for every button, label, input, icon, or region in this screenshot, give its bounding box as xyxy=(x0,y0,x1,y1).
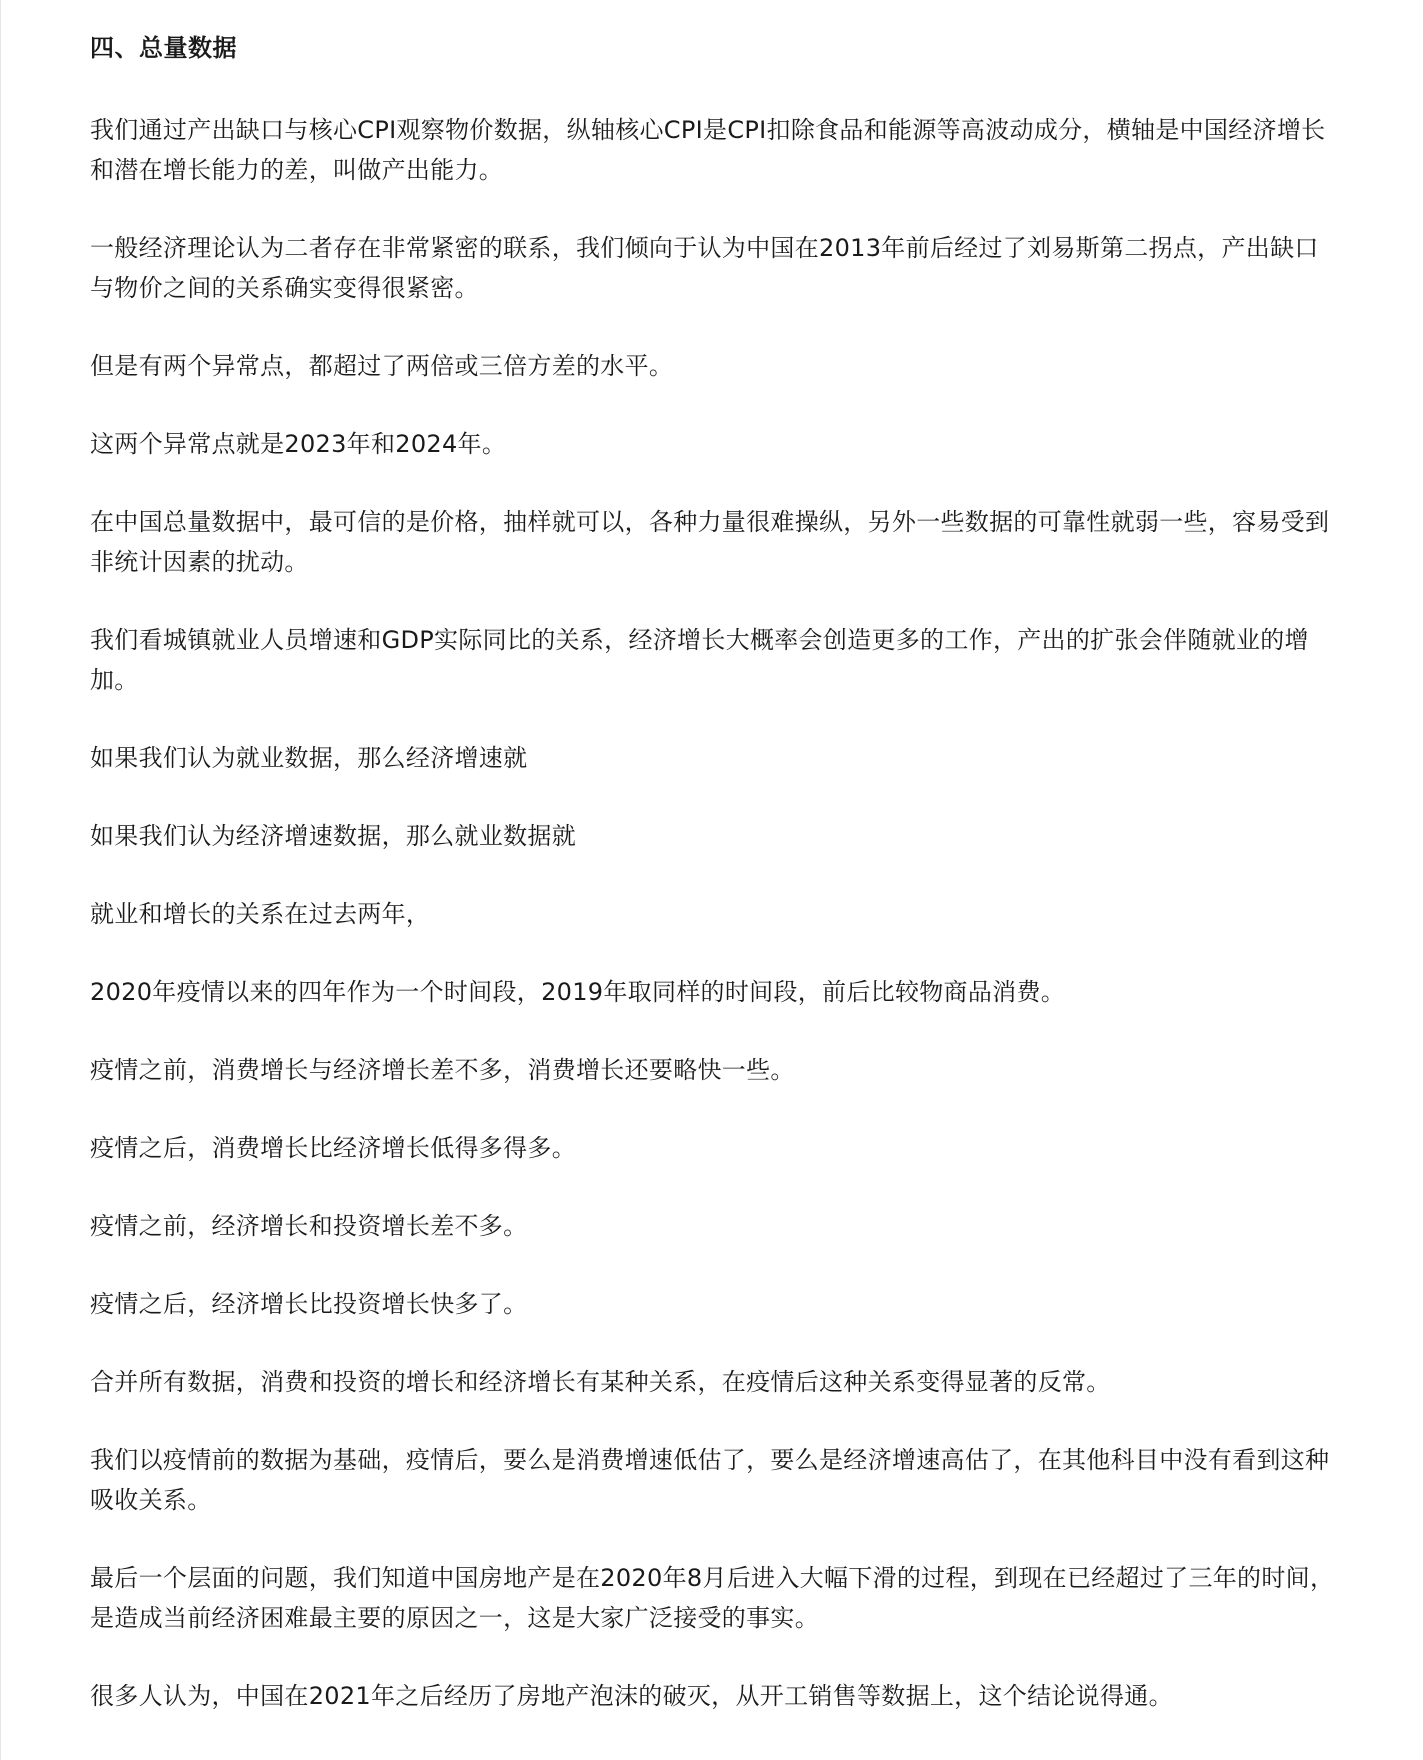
paragraph: 疫情之前，经济增长和投资增长差不多。 xyxy=(90,1212,528,1240)
paragraph: 就业和增长的关系在过去两年， xyxy=(90,900,431,928)
paragraph: 我们通过产出缺口与核心CPI观察物价数据，纵轴核心CPI是CPI扣除食品和能源等高波动成分，横轴是中国经济增长和潜在增长能力的差，叫做产出能力。 xyxy=(90,116,1326,184)
paragraph: 最后一个层面的问题，我们知道中国房地产是在2020年8月后进入大幅下滑的过程，到现在已经超过了三年的时间，是造成当前经济困难最主要的原因之一，这是大家广泛接受的事实。 xyxy=(90,1564,1335,1632)
paragraph: 2020年疫情以来的四年作为一个时间段，2019年取同样的时间段，前后比较物商品消费。 xyxy=(90,978,1066,1006)
paragraph: 在中国总量数据中，最可信的是价格，抽样就可以，各种力量很难操纵，另外一些数据的可靠性就弱一些，容易受到非统计因素的扰动。 xyxy=(90,508,1330,576)
article-body xyxy=(90,28,1335,1754)
paragraph: 我们看城镇就业人员增速和GDP实际同比的关系，经济增长大概率会创造更多的工作，产出的扩张会伴随就业的增加。 xyxy=(90,626,1309,694)
paragraph: 很多人认为，中国在2021年之后经历了房地产泡沫的破灭，从开工销售等数据上，这个结论说得通。 xyxy=(90,1682,1173,1710)
paragraph: 但是有两个异常点，都超过了两倍或三倍方差的水平。 xyxy=(90,352,674,380)
section-heading: 四、总量数据 xyxy=(90,34,237,62)
paragraph: 如果我们认为经济增速数据，那么就业数据就 xyxy=(90,822,576,850)
paragraph: 一般经济理论认为二者存在非常紧密的联系，我们倾向于认为中国在2013年前后经过了刘易斯第二拐点，产出缺口与物价之间的关系确实变得很紧密。 xyxy=(90,234,1319,302)
paragraph: 疫情之后，经济增长比投资增长快多了。 xyxy=(90,1290,528,1318)
paragraph: 我们以疫情前的数据为基础，疫情后，要么是消费增速低估了，要么是经济增速高估了，在其他科目中没有看到这种吸收关系。 xyxy=(90,1446,1330,1514)
paragraph: 疫情之前，消费增长与经济增长差不多，消费增长还要略快一些。 xyxy=(90,1056,795,1084)
paragraph: 疫情之后，消费增长比经济增长低得多得多。 xyxy=(90,1134,576,1162)
paragraph: 这两个异常点就是2023年和2024年。 xyxy=(90,430,507,458)
page-left-border xyxy=(0,0,1,1760)
paragraph: 如果我们认为就业数据，那么经济增速就 xyxy=(90,744,528,772)
paragraph: 合并所有数据，消费和投资的增长和经济增长有某种关系，在疫情后这种关系变得显著的反常。 xyxy=(90,1368,1111,1396)
